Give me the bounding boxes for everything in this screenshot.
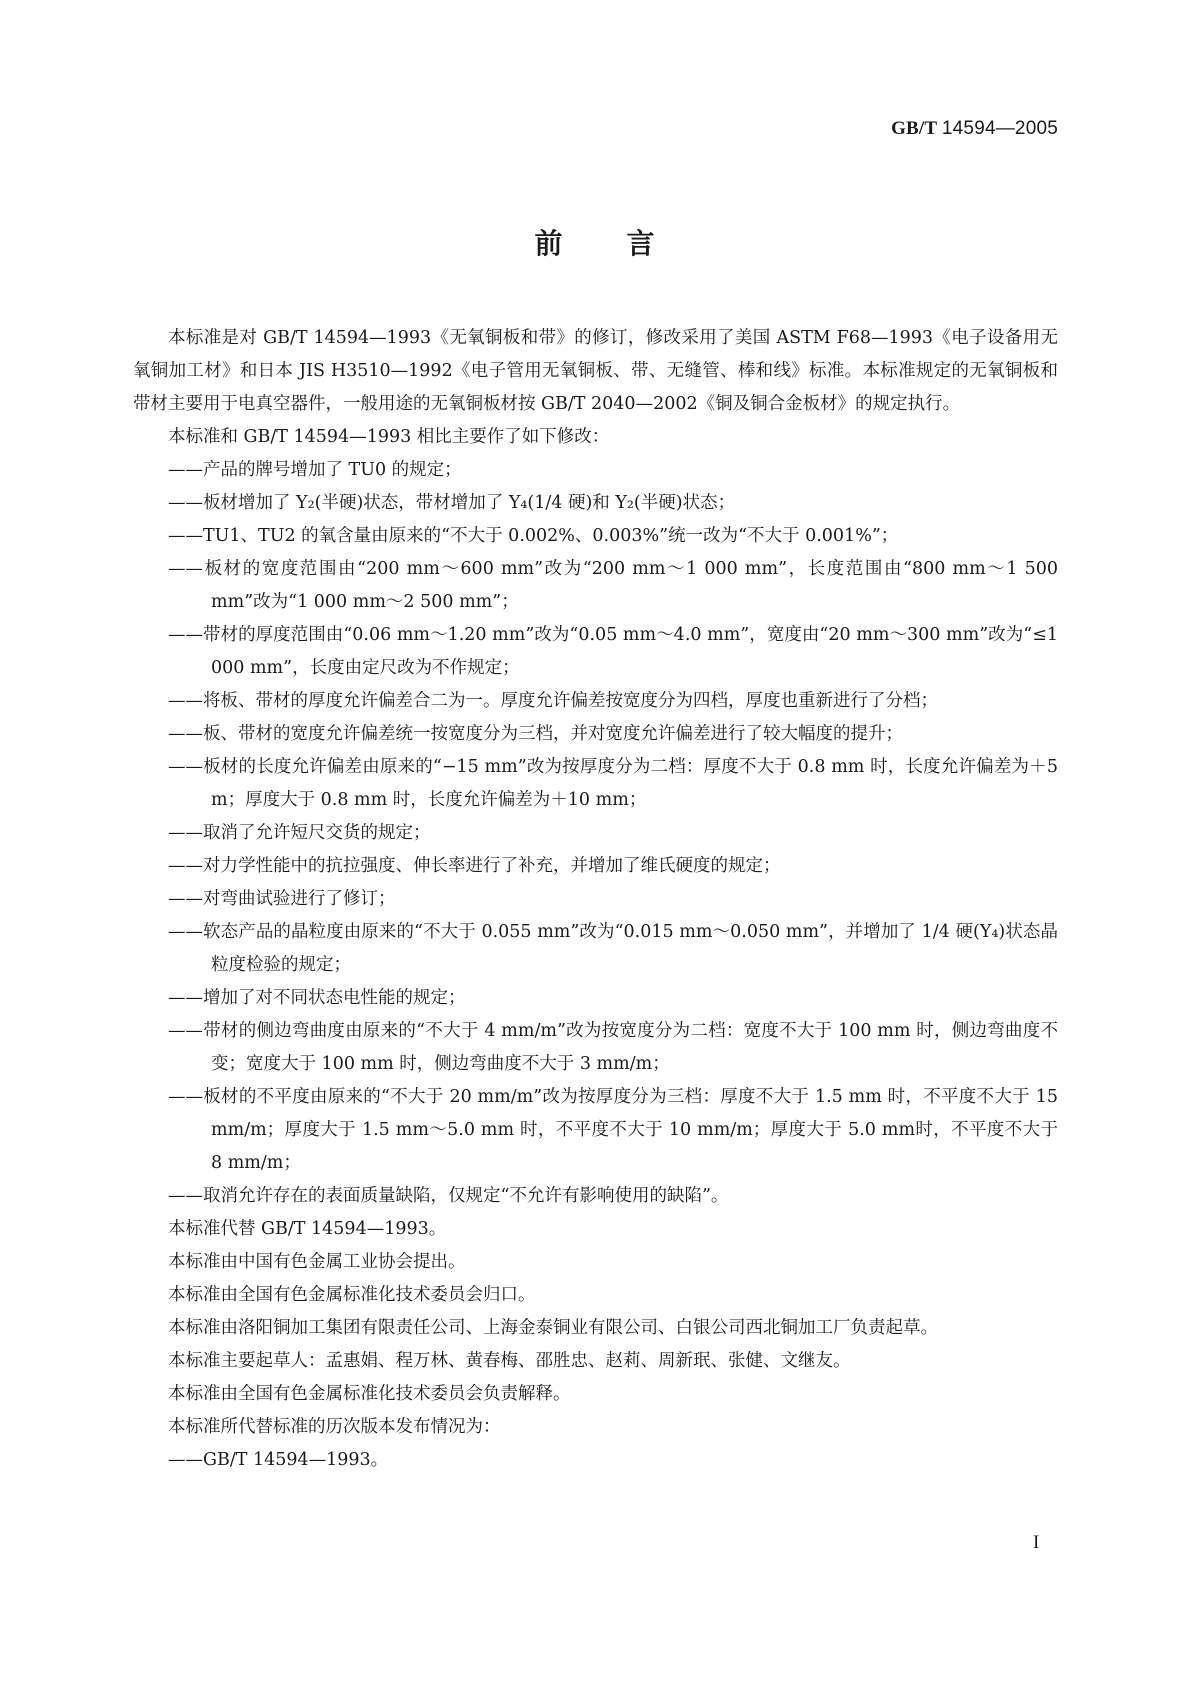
- history-intro: 本标准所代替标准的历次版本发布情况为：: [168, 1417, 501, 1437]
- intro-paragraph: 本标准是对 GB/T 14594—1993《无氧铜板和带》的修订，修改采用了美国 ASTM F68—1993《电子设备用无氧铜加工材》和日本 JIS H3510—1992《电子管用无氧铜板、带、无缝管、棒和线》标准。本标准规定的无氧铜板和带材主要用于电真空器件，一般用途的无氧铜板材按 GB/T 2040—2002《铜及铜合金板材》的规定执行。: [133, 328, 1058, 414]
- drafters-statement: 本标准主要起草人：孟惠娟、程万林、黄春梅、邵胜忠、赵莉、周新珉、张健、文继友。: [168, 1351, 851, 1371]
- change-item: ——将板、带材的厚度允许偏差合二为一。厚度允许偏差按宽度分为四档，厚度也重新进行了分档；: [168, 691, 938, 711]
- standard-code-number: 14594—2005: [941, 118, 1058, 139]
- proposed-by-statement: 本标准由中国有色金属工业协会提出。: [168, 1252, 466, 1272]
- change-item: ——板材增加了 Y₂(半硬)状态，带材增加了 Y₄(1/4 硬)和 Y₂(半硬)状态；: [168, 493, 736, 513]
- replaces-statement: 本标准代替 GB/T 14594—1993。: [168, 1219, 447, 1239]
- standard-code-header: [891, 118, 1058, 140]
- change-item: ——取消允许存在的表面质量缺陷，仅规定“不允许有影响使用的缺陷”。: [168, 1186, 729, 1206]
- interpreted-by-statement: 本标准由全国有色金属标准化技术委员会负责解释。: [168, 1384, 571, 1404]
- centralized-by-statement: 本标准由全国有色金属标准化技术委员会归口。: [168, 1285, 536, 1305]
- title-char-2: 言: [626, 227, 657, 260]
- changes-intro: 本标准和 GB/T 14594—1993 相比主要作了如下修改：: [168, 427, 610, 447]
- change-item: ——对弯曲试验进行了修订；: [168, 889, 396, 909]
- page-title: [0, 222, 1191, 262]
- change-item: ——TU1、TU2 的氧含量由原来的“不大于 0.002%、0.003%”统一改为“不大于 0.001%”；: [168, 526, 899, 546]
- standard-code-prefix: GB/T: [891, 118, 937, 139]
- title-char-1: 前: [534, 227, 565, 260]
- change-item: ——产品的牌号增加了 TU0 的规定；: [168, 460, 462, 480]
- change-item: ——对力学性能中的抗拉强度、伸长率进行了补充，并增加了维氏硬度的规定；: [168, 856, 781, 876]
- change-item: ——板材的长度允许偏差由原来的“−15 mm”改为按厚度分为二档：厚度不大于 0.8 mm 时，长度允许偏差为＋5 m；厚度大于 0.8 mm 时，长度允许偏差为＋10 mm；: [168, 757, 1058, 810]
- change-item: ——取消了允许短尺交货的规定；: [168, 823, 431, 843]
- history-item: ——GB/T 14594—1993。: [168, 1450, 389, 1470]
- page-number: I: [1033, 1532, 1040, 1553]
- change-item: ——带材的侧边弯曲度由原来的“不大于 4 mm/m”改为按宽度分为二档：宽度不大于 100 mm 时，侧边弯曲度不变；宽度大于 100 mm 时，侧边弯曲度不大于 3 mm/m；: [168, 1021, 1058, 1074]
- change-item: ——增加了对不同状态电性能的规定；: [168, 988, 466, 1008]
- change-item: ——带材的厚度范围由“0.06 mm～1.20 mm”改为“0.05 mm～4.0 mm”，宽度由“20 mm～300 mm”改为“≤1 000 mm”，长度由定尺改为不作规定；: [168, 625, 1058, 678]
- change-item: ——板材的宽度范围由“200 mm～600 mm”改为“200 mm～1 000 mm”，长度范围由“800 mm～1 500 mm”改为“1 000 mm～2 500 mm”；: [168, 559, 1058, 612]
- change-item: ——软态产品的晶粒度由原来的“不大于 0.055 mm”改为“0.015 mm～0.050 mm”，并增加了 1/4 硬(Y₄)状态晶粒度检验的规定；: [168, 922, 1058, 975]
- foreword-body: [133, 322, 1058, 1477]
- drafted-by-statement: 本标准由洛阳铜加工集团有限责任公司、上海金泰铜业有限公司、白银公司西北铜加工厂负责起草。: [168, 1318, 938, 1338]
- change-item: ——板、带材的宽度允许偏差统一按宽度分为三档，并对宽度允许偏差进行了较大幅度的提升；: [168, 724, 903, 744]
- change-item: ——板材的不平度由原来的“不大于 20 mm/m”改为按厚度分为三档：厚度不大于 1.5 mm 时，不平度不大于 15 mm/m；厚度大于 1.5 mm～5.0 mm 时，不平度不大于 10 mm/m；厚度大于 5.0 mm时，不平度不大于 8 mm/m；: [168, 1087, 1058, 1173]
